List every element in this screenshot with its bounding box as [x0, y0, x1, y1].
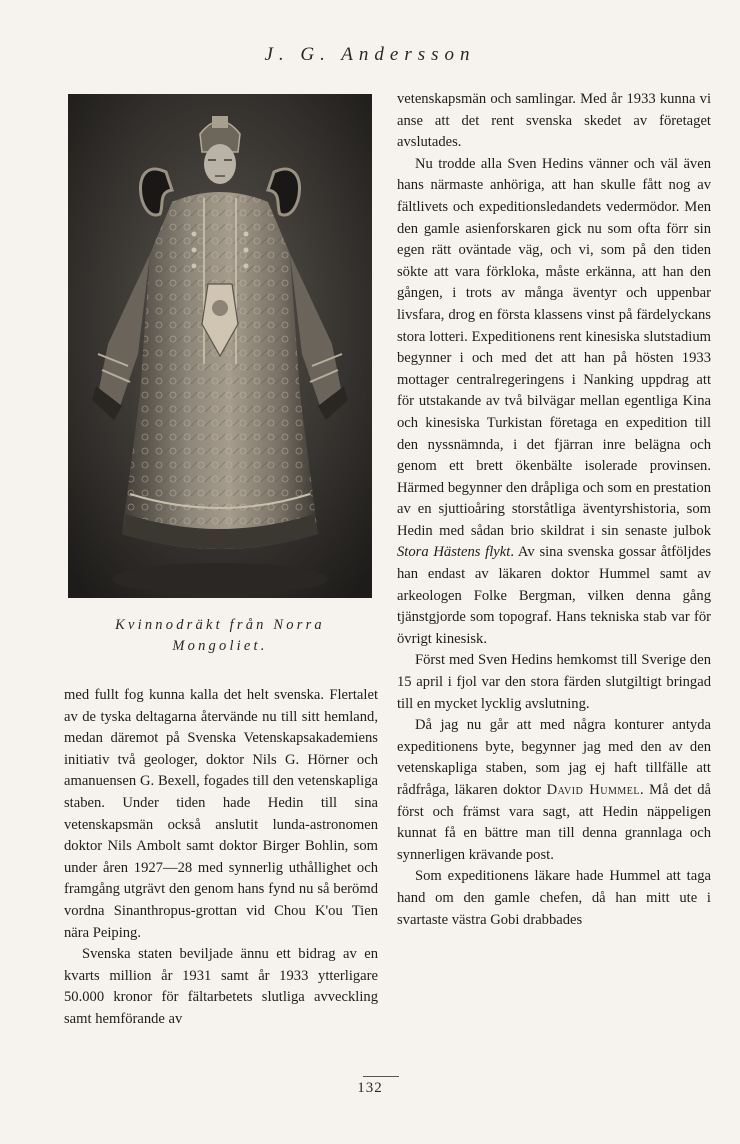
right-paragraph-4-text: Då jag nu går att med några konturer antyda expeditionens byte, begynner jag med den av den vetenskapliga staben, som jag ej haft tillfälle att rådfråga, läkaren doktor [397, 717, 711, 798]
costume-photograph [68, 94, 372, 598]
page-number: 132 [357, 1080, 383, 1096]
costume-photo-image [68, 94, 372, 598]
footer-rule [363, 1076, 399, 1077]
running-head: J. G. Andersson [264, 44, 476, 65]
left-text-column [64, 685, 378, 1031]
left-paragraph-2: Svenska staten beviljade ännu ett bidrag av en kvarts million år 1931 samt år 1933 ytterligare 50.000 kronor för fältarbetets slutliga avveckling samt hemförande av [64, 946, 378, 1027]
right-paragraph-2 [397, 154, 711, 651]
person-name: David Hummel [546, 782, 641, 798]
right-paragraph-4-rest: . Må det då först och främst vara sagt, att Hedin näppeligen kunnat få en bättre man till denna grannlaga och synnerligen krävande post. [397, 782, 711, 863]
caption-line-1: Kvinnodräkt från Norra [115, 617, 325, 633]
right-paragraph-2-rest: . Av sina svenska gossar åtföljdes han endast av läkaren doktor Hummel samt av arkeologen Folke Bergman, vilken denna gång tjänstgjorde som topograf. Hans tekniska stab var för övrigt kinesisk. [397, 544, 711, 647]
right-text-column [397, 89, 711, 931]
right-paragraph-2-text: Nu trodde alla Sven Hedins vänner och väl även hans närmaste anhöriga, att han skulle fått nog av fältlivets och expeditionsledandets vedermödor. Men den gamle asienforskaren gick nu som ofta förr sin egen rätt oväntade väg, och vi, som på den tiden sökte att vara förkloka, måste erkänna, att han den gången, i trots av många äventyr och uppenbar livsfara, drog en första klassens vinst på färdelyckans stora lotteri. Expeditionens rent kinesiska slutstadium begynner i och med det att han på hösten 1933 mottager centralregeringens i Nanking uppdrag att för utstakande av två bilvägar mellan egentliga Kina och kinesiska Turkistan företaga en expedition till den nyssnämnda, i det fjärran inre belägna och genom ett brett ökenbälte isolerade provinsen. Härmed begynner den dråpliga och som en prestation av en sjuttioåring storståtliga äventyrshistoria, som Hedin med sådan brio skildrat i sin senaste julbok [397, 155, 711, 539]
right-paragraph-3: Först med Sven Hedins hemkomst till Sverige den 15 april i fjol var den stora färden slutgiltigt bringad till en mycket lycklig avslutning. [397, 652, 711, 712]
left-paragraph-1: med fullt fog kunna kalla det helt svenska. Flertalet av de tyska deltagarna återvände nu till sitt hemland, medan däremot på Svenska Vetenskapsakademiens initiativ två geologer, doktor Nils G. Hörner och amanuensen G. Bexell, fogades till den vetenskapliga staben. Under tiden hade Hedin till sina vetenskapsmän också anslutit lunda-astronomen doktor Nils Ambolt samt doktor Birger Bohlin, som under åren 1927—28 med synnerlig uthållighet och framgång utgrävt den genom hans fynd nu så berömd vordna Sinanthropus-grottan vid Chou K'ou Tien nära Peiping. [64, 687, 378, 941]
right-paragraph-5: Som expeditionens läkare hade Hummel att taga hand om den gamle chefen, då han mitt ute i svartaste västra Gobi drabbades [397, 868, 711, 928]
figure-caption [60, 615, 380, 657]
book-title: Stora Hästens flykt [397, 544, 511, 561]
right-paragraph-4 [397, 715, 711, 866]
right-paragraph-1: vetenskapsmän och samlingar. Med år 1933 kunna vi anse att det rent svenska skedet av företaget avslutades. [397, 91, 711, 151]
caption-line-2: Mongoliet. [172, 638, 268, 654]
